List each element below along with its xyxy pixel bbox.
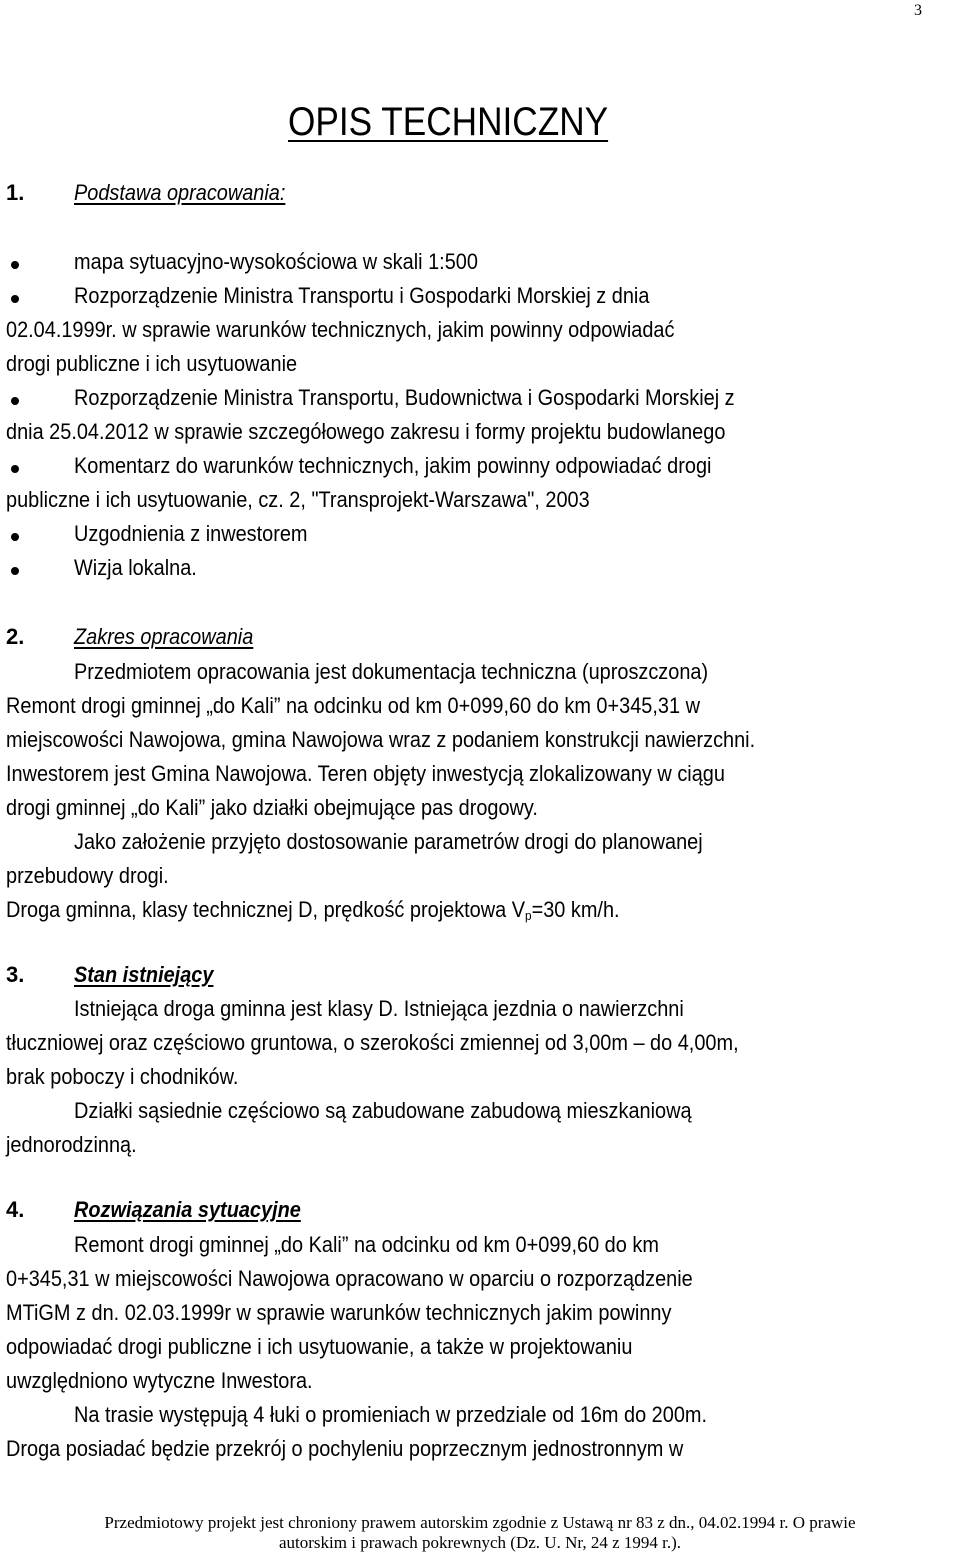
bullet-icon <box>11 295 19 303</box>
bullet-icon <box>11 465 19 473</box>
bullet-icon <box>11 397 19 405</box>
bullet-icon <box>11 567 19 575</box>
section-3-number: 3. <box>6 962 25 987</box>
document-title: OPIS TECHNICZNY <box>288 100 609 144</box>
list-item: mapa sytuacyjno-wysokościowa w skali 1:500 <box>74 249 478 274</box>
design-speed-line <box>6 893 620 927</box>
paragraph-line: jednorodzinną. <box>6 1132 137 1157</box>
paragraph-line: brak poboczy i chodników. <box>6 1064 239 1089</box>
paragraph-line: Jako założenie przyjęto dostosowanie parametrów drogi do planowanej <box>74 829 703 854</box>
paragraph-line: drogi gminnej „do Kali” jako działki obejmujące pas drogowy. <box>6 795 538 820</box>
paragraph-line: Przedmiotem opracowania jest dokumentacja techniczna (uproszczona) <box>74 659 709 684</box>
list-item: Rozporządzenie Ministra Transportu i Gospodarki Morskiej z dnia <box>74 283 650 308</box>
list-item-continuation: 02.04.1999r. w sprawie warunków technicznych, jakim powinny odpowiadać <box>6 317 675 342</box>
section-1-heading: Podstawa opracowania: <box>74 180 286 205</box>
paragraph-line: 0+345,31 w miejscowości Nawojowa opracowano w oparciu o rozporządzenie <box>6 1266 693 1291</box>
footer-line-1: Przedmiotowy projekt jest chroniony prawem autorskim zgodnie z Ustawą nr 83 z dn., 04.02.1994 r. O prawie <box>104 1513 856 1532</box>
paragraph-line: Działki sąsiednie częściowo są zabudowane zabudową mieszkaniową <box>74 1098 692 1123</box>
paragraph-line: Remont drogi gminnej „do Kali” na odcinku od km 0+099,60 do km <box>74 1232 659 1257</box>
section-2-number: 2. <box>6 624 25 649</box>
paragraph-line: uwzględniono wytyczne Inwestora. <box>6 1368 313 1393</box>
list-item: Wizja lokalna. <box>74 555 197 580</box>
section-4-number: 4. <box>6 1197 25 1222</box>
design-speed-text: Droga gminna, klasy technicznej D, prędkość projektowa V <box>6 897 526 922</box>
list-item: Rozporządzenie Ministra Transportu, Budownictwa i Gospodarki Morskiej z <box>74 385 735 410</box>
design-speed-subscript: p <box>525 908 532 923</box>
section-3-heading: Stan istniejący <box>74 962 214 987</box>
section-1-number: 1. <box>6 180 25 205</box>
page-number: 3 <box>914 2 922 19</box>
paragraph-line: Inwestorem jest Gmina Nawojowa. Teren objęty inwestycją zlokalizowany w ciągu <box>6 761 725 786</box>
section-4-heading: Rozwiązania sytuacyjne <box>74 1197 301 1222</box>
list-item-continuation: dnia 25.04.2012 w sprawie szczegółowego zakresu i formy projektu budowlanego <box>6 419 726 444</box>
footer-line-2: autorskim i prawach pokrewnych (Dz. U. Nr, 24 z 1994 r.). <box>278 1533 681 1552</box>
list-item-continuation: publiczne i ich usytuowanie, cz. 2, "Transprojekt-Warszawa", 2003 <box>6 487 590 512</box>
design-speed-value: =30 km/h. <box>531 897 620 922</box>
paragraph-line: tłuczniowej oraz częściowo gruntowa, o szerokości zmiennej od 3,00m – do 4,00m, <box>6 1030 739 1055</box>
paragraph-line: Remont drogi gminnej „do Kali” na odcinku od km 0+099,60 do km 0+345,31 w <box>6 693 700 718</box>
list-item: Uzgodnienia z inwestorem <box>74 521 308 546</box>
section-2-heading: Zakres opracowania <box>74 624 254 649</box>
paragraph-line: Droga posiadać będzie przekrój o pochyleniu poprzecznym jednostronnym w <box>6 1436 684 1461</box>
paragraph-line: Na trasie występują 4 łuki o promieniach w przedziale od 16m do 200m. <box>74 1402 708 1427</box>
paragraph-line: odpowiadać drogi publiczne i ich usytuowanie, a także w projektowaniu <box>6 1334 633 1359</box>
list-item: Komentarz do warunków technicznych, jakim powinny odpowiadać drogi <box>74 453 712 478</box>
bullet-icon <box>11 261 19 269</box>
paragraph-line: Istniejąca droga gminna jest klasy D. Istniejąca jezdnia o nawierzchni <box>74 996 684 1021</box>
paragraph-line: miejscowości Nawojowa, gmina Nawojowa wraz z podaniem konstrukcji nawierzchni. <box>6 727 756 752</box>
paragraph-line: przebudowy drogi. <box>6 863 169 888</box>
bullet-icon <box>11 533 19 541</box>
list-item-continuation: drogi publiczne i ich usytuowanie <box>6 351 298 376</box>
paragraph-line: MTiGM z dn. 02.03.1999r w sprawie warunków technicznych jakim powinny <box>6 1300 672 1325</box>
